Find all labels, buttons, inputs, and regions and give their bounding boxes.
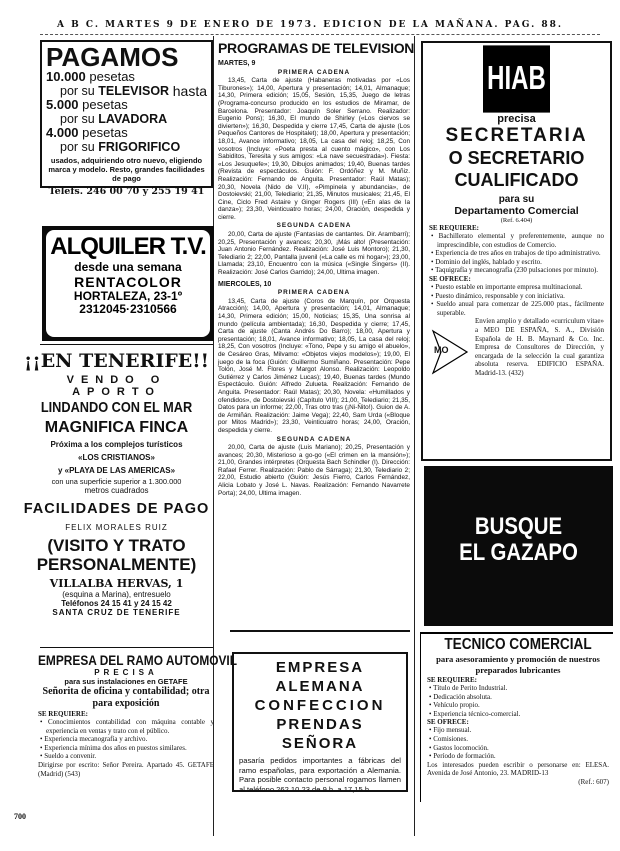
alemana-l2: CONFECCION (254, 697, 386, 714)
hiab-ofr: SE OFRECE: (429, 274, 471, 283)
pagamos-amount: 5.000 (46, 97, 79, 112)
tv-channel: SEGUNDA CADENA (276, 222, 352, 230)
list-item: • Vehículo propio. (427, 701, 609, 710)
list-item: • Experiencia mecanografía y archivo. (38, 735, 214, 744)
list-item: • Sueldo anual para comenzar de 225.000 ptas., fácilmente superable. (429, 300, 604, 317)
tecnico-foot: Los interesados pueden escribir o personarse en: ELESA. Avenida de José Antonio, 23. MADRID-13 (427, 760, 609, 778)
tecnico-ref: (Ref.: 607) (578, 777, 609, 786)
hiab-req: SE REQUIERE: (429, 224, 479, 232)
pagamos-unit: pesetas (89, 69, 135, 84)
list-item: • Bachillerato elemental y preferentemente, aunque no imprescindible, con estudios de Comercio. (429, 232, 604, 249)
tv-channel: PRIMERA CADENA (277, 68, 351, 76)
tenerife-addr2: (esquina a Marina), entresuelo (62, 590, 171, 599)
list-item: • Sueldo a convenir. (38, 752, 214, 761)
alemana-l1: EMPRESA ALEMANA (275, 659, 365, 695)
tenerife-city: SANTA CRUZ DE TENERIFE (52, 608, 181, 617)
tenerife-p1: Próxima a los complejos turísticos (50, 440, 183, 449)
alquiler-title: ALQUILER T.V. (50, 233, 206, 260)
list-item: • Dominio del inglés, hablado y escrito. (429, 258, 604, 267)
header-rule (40, 34, 600, 35)
hiab-l3: CUALIFICADO (454, 170, 579, 190)
ad-hiab (421, 41, 612, 461)
hiab-l2: O SECRETARIO (448, 148, 585, 168)
page-mark: 700 (14, 812, 26, 821)
tenerife-p5: metros cuadrados (84, 486, 149, 495)
tenerife-l2: LINDANDO CON EL MAR (40, 399, 193, 416)
pagamos-amount: 4.000 (46, 125, 79, 140)
list-item: • Puesto dinámico, responsable y con iniciativa. (429, 292, 604, 301)
column-divider (414, 36, 415, 836)
tecnico-sub: para asesoramiento y promoción de nuestros preparados lubricantes (436, 654, 600, 675)
ad-pagamos (40, 40, 213, 197)
tecnico-offers (427, 726, 609, 760)
divider (230, 630, 410, 632)
ad-busque-el-gazapo (424, 466, 613, 626)
pagamos-line (46, 126, 207, 140)
alemana-l3: PRENDAS SEÑORA (276, 716, 364, 752)
tv-channel: PRIMERA CADENA (277, 289, 351, 297)
pagamos-por: por su (60, 84, 95, 98)
tenerife-facilidades: FACILIDADES DE PAGO (23, 501, 210, 517)
tecnico-ofr: SE OFRECE: (427, 718, 469, 727)
pagamos-item: LAVADORA (98, 112, 168, 126)
tv-schedule: 13,45, Carta de ajuste (Coros de Marquín, por Orquesta Atracción); 14,00, Apertura y presentación; 14,01, Almanaque; 14,30, Primera edición; 15,00, Noticias; 15,35, Una sonrisa al mundo (película ambientada); 16,30, Despedida y cierre; 17,45, Carta de ajuste (Canta Andrés Do Barro); 18,00, Apertura y presentación; 18,01, Avance informativo; 18,05, La casa del reloj; 18,25, Con vosotros (Incluye: «Tono, Pepe y su amigo el abuelo», de Cesáreo Gras, Milvamo: «Objetos viejos modelos»); 19,00, El juego de la foca (Guión: Guillermo Sumiñano. Presentación: Pepe Tolón, José M. Flores y Margot Alonso. Realización: Leopoldo Gutiérrez y Carlos Jiménez Lucas); 19,40, Buenas tardes (Mundo Espectáculo. Guión: Alfredo Zulueta. Realización: Fernando de Anguita. Presentador: Raúl Matas); 20,30, Novela: «Humillados y ofendidos», de Dostoievski (Capítulo VIII); 21,00, Telediario; 21,35, Datos para un informe; 22,00, Tras otro tras (¡Ni-Ñito!). Guion de A. de Armiñán. Realización: Jaime Vega); 22,40, Sam Urda («Bloque por Mitos Madrid»); 23,30, Veinticuatro horas; 24,00, Oración, despedida y cierre. (218, 297, 410, 434)
hiab-ref: (Ref. 6.404) (500, 217, 533, 224)
pagamos-unit: pesetas (82, 125, 128, 140)
tenerife-p3: y «PLAYA DE LAS AMERICAS» (57, 466, 176, 475)
list-item: • Comisiones. (427, 735, 609, 744)
list-item: • Conocimientos contabilidad con máquina contable y experiencia en ventas y trato con el público. (38, 718, 214, 735)
hiab-offers (429, 283, 604, 317)
list-item: • Puesto estable en importante empresa multinacional. (429, 283, 604, 292)
tecnico-title: TECNICO COMERCIAL (444, 636, 592, 653)
automovil-precisa: PRECISA (94, 668, 158, 677)
pagamos-phones: Teléfs. 246 00 70 y 255 19 41 (48, 186, 205, 197)
hiab-para: para su (498, 194, 535, 205)
tv-day: MARTES, 9 (218, 60, 256, 67)
ad-alquiler-tv (42, 226, 214, 341)
pagamos-title: PAGAMOS (46, 42, 179, 72)
list-item: • Dedicación absoluta. (427, 693, 609, 702)
hiab-dept: Departamento Comercial (454, 205, 579, 217)
tenerife-name: FELIX MORALES RUIZ (65, 523, 168, 532)
tenerife-p2: «LOS CRISTIANOS» (78, 453, 155, 462)
automovil-l1: para sus instalaciones en GETAFE (64, 677, 188, 686)
pagamos-por: por su (60, 112, 95, 126)
list-item: • Período de formación. (427, 752, 609, 761)
automovil-l2: Señorita de oficina y contabilidad; otra para exposición (42, 686, 210, 709)
hiab-requirements (429, 232, 604, 275)
hiab-foot: Envíen amplio y detallado «curriculum vitae» a MEO DE ESPAÑA, S. A., División Española de H. B. Maynard & Co. Inc. Empresa de Consultores de Dirección, y encargada de la selección la cual garantiza absoluta reserva. EDIFICIO ESPAÑA. Madrid-13. (432) (475, 317, 604, 377)
pagamos-por: por su (60, 140, 95, 154)
tenerife-title: ¡¡EN TENERIFE!! (24, 350, 209, 372)
tenerife-tel: Teléfonos 24 15 41 y 24 15 42 (61, 599, 172, 608)
pagamos-unit: pesetas (82, 97, 128, 112)
list-item: • Experiencia de tres años en trabajos de tipo administrativo. (429, 249, 604, 258)
divider (40, 647, 213, 648)
meo-logo-text: MO (434, 345, 449, 356)
pagamos-item-line (46, 140, 207, 154)
hiab-logo: HIAB (483, 45, 550, 112)
list-item: • Taquigrafía y mecanografía (230 pulsaciones por minuto). (429, 266, 604, 275)
automovil-requirements (38, 718, 214, 761)
tenerife-l1: VENDO O APORTO (66, 374, 167, 398)
tv-schedule: 20,00, Carta de ajuste (Fantasías de cantantes. Dir. Arambarri); 20,25, Presentación y avances; 20,30, ¡Más alto! (Presentación: Juan Antonio Fernández. Realización: José Luis Montoro); 21,30, Telediario 2; 22,00, Pantalla juvenil («La calle es mi hogar»); 23,00, Llamada; 23,10, Encuentro con la música («Single Singers» (II). Realización: José Carlos Garrido); 24,00, Ultima imagen. (218, 231, 410, 277)
tv-channel: SEGUNDA CADENA (276, 435, 352, 443)
hiab-l1: SECRETARIA (445, 125, 588, 146)
list-item: • Gastos locomoción. (427, 744, 609, 753)
tenerife-addr: VILLALBA HERVAS, 1 (49, 577, 184, 590)
alquiler-sub: desde una semana (74, 260, 182, 274)
pagamos-amount: 10.000 (46, 69, 86, 84)
tecnico-req: SE REQUIERE: (427, 676, 477, 684)
tv-day: MIERCOLES, 10 (218, 280, 272, 288)
list-item: • Experiencia técnico-comercial. (427, 710, 609, 719)
tenerife-l3: MAGNIFICA FINCA (44, 419, 189, 436)
divider (40, 344, 213, 345)
pagamos-item-line (46, 112, 207, 126)
alquiler-brand: RENTACOLOR (74, 274, 182, 290)
automovil-req: SE REQUIERE: (38, 710, 88, 718)
alemana-body: pasaría pedidos importantes a fábricas del ramo españolas, para exportación a Alemania. Para posible contacto personal rogamos llamen al teléfono 262 10 23 de 9 h. a 17,15 h. (239, 756, 401, 794)
tecnico-requirements (427, 684, 609, 718)
tenerife-p4: con una superficie superior a 1.300.000 (51, 477, 182, 486)
tv-schedule: 20,00, Carta de ajuste (Luis Mariano); 20,25, Presentación y avances; 20,30, Misterioso a go-go («El crimen en la mansión»); 21,00, Grandes intérpretes (Orquesta Bach Schindler (I). Dirección: Rafael Ferrer. Realización: Pablo de Sárraga); 21,30, Telediario 2; 22,00, Estudio abierto (Guión: Jesús Fierro, Carlos Fernández, Alicia Lobato y José L. Navas. Realización: Fernando Navarrete Porta); 24,00, Ultima imagen. (218, 444, 410, 497)
list-item: • Fijo mensual. (427, 726, 609, 735)
gazapo-l1: BUSQUE (474, 513, 563, 540)
pagamos-body: usados, adquiriendo otro nuevo, eligiendo marca y modelo. Resto, grandes facilidades de pago (48, 156, 205, 183)
automovil-foot: Dirigirse por escrito: Señor Pereira. Apartado 45. GETAFE (Madrid) (543) (38, 760, 214, 778)
list-item: • Experiencia mínima dos años en puestos similares. (38, 744, 214, 753)
ad-automovil (38, 652, 238, 778)
alquiler-address: HORTALEZA, 23-1º (73, 289, 183, 303)
tv-schedule: 13,45, Carta de ajuste (Habaneras motivadas por «Los Tiburones»); 14,00, Apertura y presentación; 14,01, Almanaque; 14,30, Primera edición; 15,05, Sesión, 15,35, Juego de letras (Programa-concurso producido en los estudios de Miramar, de Barcelona. Presentador: Joaquín Soler Serrano. Realizador: Eugenio Pons); 16,30, El mundo de Shirley («Los ciervos se divierten»); 16,30, Despedida y cierre 17,45, Carta de ajuste (Los Pequeños Cantores de Hospitalet); 18,00, Apertura y presentación; 18,01, Avance informativo; 18,05, La casa del reloj; 18,25, Con vosotros (Incluye: «Poeta presta al cuento mágico», con Los Sabiditos, Teresita y sus amigos: «La nave secuestrada»). Fiesta: «Los Jesuquefe»; 19,30, Dibujos animados; 19,40, Buenas tardes (Revista de espectáculos. Guión: F. Ordóñez y M. Muñiz. Realización: Fernando de Anguita. Presentador: Raúl Matas); 20,30, Novela (Nido de V.II), «Pimpinela y abundancia», de Dostoievski; 21,00, Telediario; 21,35, Minutos musicales; 21,45, El Cine, Ciclo Fred Astaire y Ginger Rogers (III) («En alas de la danza»); 23,30, Veinticuatro horas; 24,00, Oración, despedida y cierre. (218, 77, 410, 221)
ad-empresa-alemana (232, 652, 408, 792)
ad-tenerife (20, 350, 213, 617)
ad-tecnico-comercial (420, 632, 613, 802)
pagamos-hasta: hasta (172, 83, 207, 99)
tv-body (218, 60, 410, 497)
tv-title: PROGRAMAS DE TELEVISION (218, 40, 415, 56)
meo-logo-icon (429, 329, 471, 375)
alquiler-phones: 2312045·2310566 (79, 302, 177, 316)
page-header: A B C. MARTES 9 DE ENERO DE 1973. EDICION DE LA MAÑANA. PAG. 88. (57, 20, 563, 30)
gazapo-l2: EL GAZAPO (459, 539, 578, 566)
pagamos-item: TELEVISOR (98, 84, 170, 98)
tv-programs (218, 40, 415, 497)
automovil-title: EMPRESA DEL RAMO AUTOMOVIL (38, 652, 238, 668)
list-item: • Título de Perito Industrial. (427, 684, 609, 693)
tenerife-visito: (VISITO Y TRATO PERSONALMENTE) (36, 536, 197, 574)
hiab-precisa: precisa (497, 113, 536, 125)
pagamos-item: FRIGORIFICO (98, 140, 181, 154)
